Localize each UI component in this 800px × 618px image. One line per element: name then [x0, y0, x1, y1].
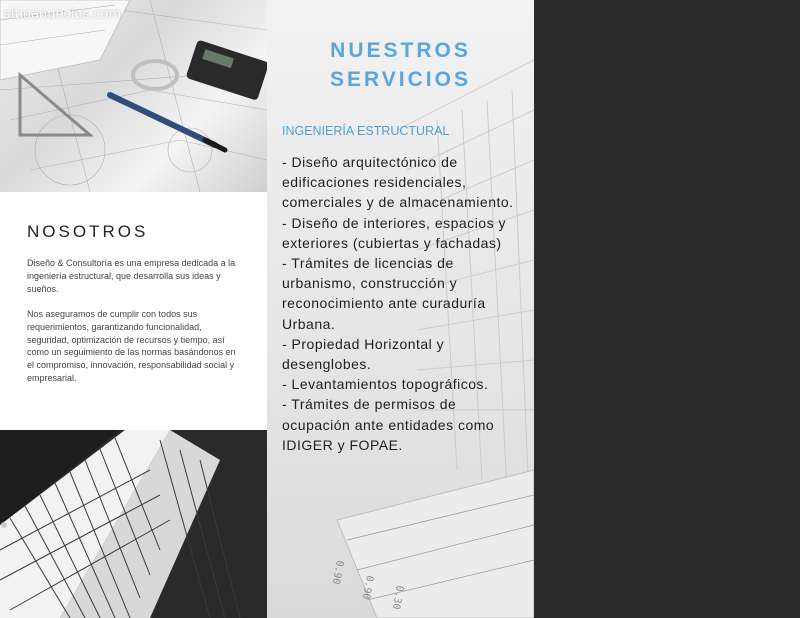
- services-panel: [267, 0, 534, 618]
- services-title-line-1: NUESTROS: [330, 39, 471, 62]
- about-paragraph-1: Diseño & Consultoría es una empresa dedicada a la ingeniería estructural, que desarrolla sus ideas y sueños.: [27, 258, 236, 294]
- services-list: [282, 152, 527, 455]
- services-title: [267, 36, 534, 94]
- service-item: - Trámites de licencias de urbanismo, construcción y reconocimiento ante curaduría Urbana.: [282, 255, 486, 332]
- services-title-line-2: SERVICIOS: [330, 68, 471, 91]
- svg-text:0.30: 0.30: [389, 584, 405, 611]
- building-photo: [0, 430, 267, 618]
- svg-text:0.90: 0.90: [329, 559, 345, 586]
- empty-dark-panel: [534, 0, 800, 618]
- service-item: - Diseño de interiores, espacios y exteriores (cubiertas y fachadas): [282, 214, 506, 251]
- blueprint-illustration: [0, 0, 267, 192]
- about-title: NOSOTROS: [27, 222, 149, 241]
- service-item: - Trámites de permisos de ocupación ante entidades como IDIGER y FOPAE.: [282, 396, 495, 453]
- service-item: - Diseño arquitectónico de edificaciones residenciales, comerciales y de almacenamiento.: [282, 154, 514, 211]
- svg-text:0.90: 0.90: [359, 574, 375, 601]
- left-panel: [0, 0, 267, 618]
- services-subtitle: INGENIERÍA ESTRUCTURAL: [282, 124, 450, 138]
- building-illustration: [0, 430, 267, 618]
- watermark-text: sitioanuncios.com: [4, 7, 122, 22]
- blueprint-photo: [0, 0, 267, 192]
- about-paragraph-2: Nos aseguramos de cumplir con todos sus requerimientos, garantizando funcionalidad, seguridad, optimización de recursos y tiempo, así como un seguimiento de las normas basándonos en el compromiso, innovación, responsabilidad social y empresarial.: [27, 309, 236, 383]
- service-item: - Levantamientos topográficos.: [282, 376, 489, 393]
- about-section: [0, 192, 267, 430]
- service-item: - Propiedad Horizontal y desenglobes.: [282, 335, 445, 373]
